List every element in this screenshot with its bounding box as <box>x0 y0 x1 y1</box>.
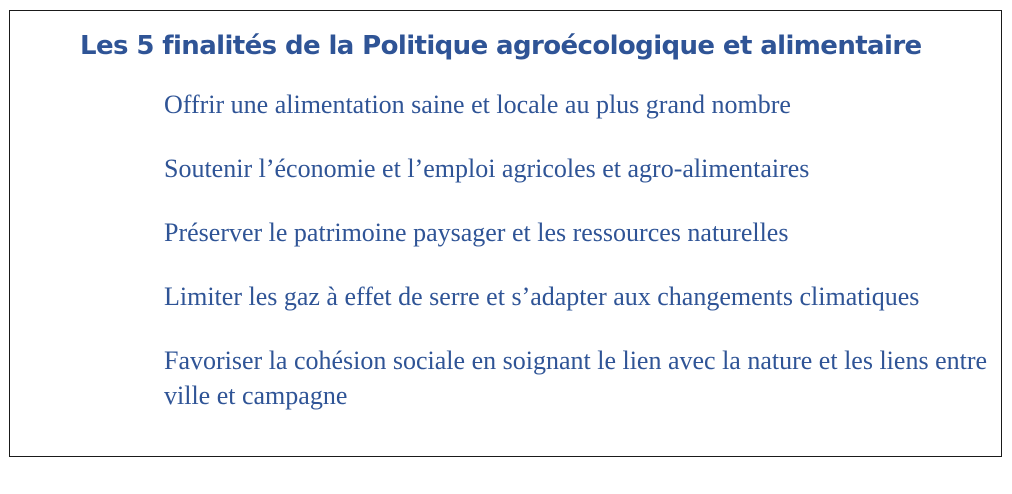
list-item: Offrir une alimentation saine et locale au plus grand nombre <box>164 90 791 119</box>
finalites-box <box>9 10 1002 457</box>
list-item: Limiter les gaz à effet de serre et s’adapter aux changements climatiques <box>164 282 920 311</box>
list-item: Soutenir l’économie et l’emploi agricoles et agro-alimentaires <box>164 154 810 183</box>
finalites-list <box>164 87 994 442</box>
box-title: Les 5 finalités de la Politique agroécologique et alimentaire <box>80 31 922 61</box>
list-item: Favoriser la cohésion sociale en soignant le lien avec la nature et les liens entre ville et campagne <box>164 346 988 410</box>
list-item: Préserver le patrimoine paysager et les ressources naturelles <box>164 218 789 247</box>
